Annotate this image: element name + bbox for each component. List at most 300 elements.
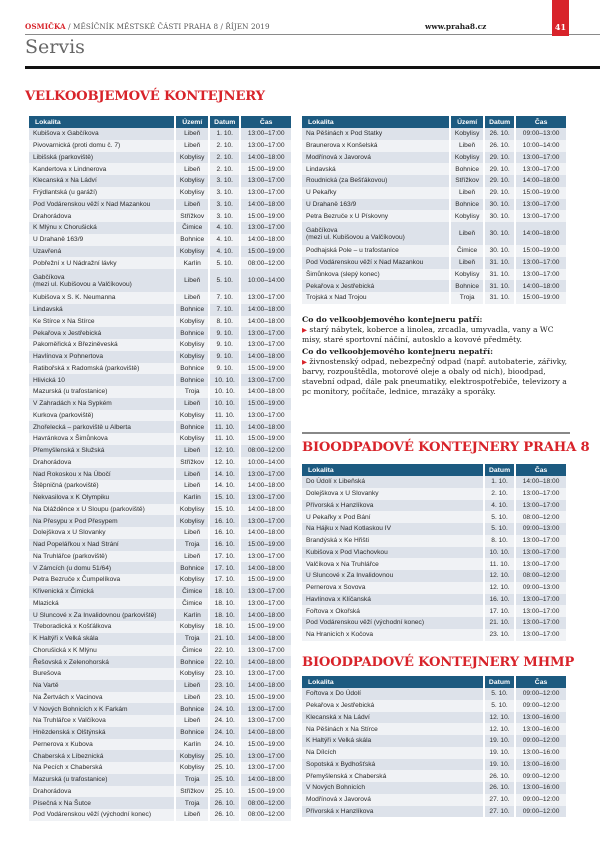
cell-lokalita: Fořtova x Do Údolí <box>302 688 485 700</box>
section-divider <box>25 66 600 69</box>
table-row <box>302 688 566 700</box>
cell-lokalita: Havlínova x Pohnertova <box>29 351 176 363</box>
cell-uzemi: Troja <box>176 539 210 551</box>
cell-uzemi: Bohnice <box>176 304 210 316</box>
cell-lokalita: Pod Vodárenskou věží (východní konec) <box>29 809 176 821</box>
cell-datum: 31. 10. <box>485 269 516 281</box>
cell-cas: 15:00–19:00 <box>241 433 291 445</box>
col-datum: Datum <box>485 464 516 476</box>
col-datum: Datum <box>485 676 516 688</box>
cell-uzemi: Libeň <box>451 187 485 199</box>
table-row <box>29 363 291 375</box>
cell-cas: 14:00–18:00 <box>241 304 291 316</box>
table-row <box>29 668 291 680</box>
cell-lokalita: K Mlýnu x Chorušická <box>29 222 176 234</box>
cell-datum: 18. 10. <box>210 609 241 621</box>
table-row <box>29 633 291 645</box>
cell-cas: 13:00–17:00 <box>516 163 566 175</box>
cell-lokalita: Brandýská x Ke Hřišti <box>302 535 485 547</box>
cell-uzemi: Kobylisy <box>176 574 210 586</box>
cell-cas: 13:00–17:00 <box>241 762 291 774</box>
cell-lokalita: Kubišova x Gabčíkova <box>29 128 176 140</box>
cell-lokalita: Písečná x Na Šutce <box>29 797 176 809</box>
cell-cas: 13:00–17:00 <box>241 339 291 351</box>
table-row <box>29 210 291 222</box>
cell-cas: 15:00–19:00 <box>241 210 291 222</box>
col-lokalita: Lokalita <box>302 676 485 688</box>
cell-lokalita: Frýdlantská (u garáží) <box>29 187 176 199</box>
table-row <box>29 222 291 234</box>
table-row <box>302 222 566 245</box>
cell-datum: 16. 10. <box>485 594 516 606</box>
cell-cas: 13:00–17:00 <box>241 292 291 304</box>
cell-datum: 30. 10. <box>485 222 516 245</box>
cell-uzemi: Libeň <box>176 680 210 692</box>
cell-datum: 10. 10. <box>210 374 241 386</box>
cell-datum: 7. 10. <box>210 304 241 316</box>
cell-uzemi: Libeň <box>176 163 210 175</box>
cell-uzemi: Bohnice <box>176 327 210 339</box>
table-row <box>29 398 291 410</box>
cell-datum: 17. 10. <box>485 605 516 617</box>
cell-lokalita: Hnězdenská x Olštýnská <box>29 727 176 739</box>
mhmp-heading: BIOODPADOVÉ KONTEJNERY MHMP <box>302 655 575 670</box>
cell-lokalita: V Nových Bohnicích x K Farkám <box>29 703 176 715</box>
cell-datum: 22. 10. <box>210 656 241 668</box>
table-row <box>302 629 566 641</box>
cell-uzemi: Bohnice <box>176 727 210 739</box>
cell-lokalita: Nekvasilova x K Olympiku <box>29 492 176 504</box>
cell-cas: 13:00–17:00 <box>241 703 291 715</box>
cell-datum: 12. 10. <box>485 712 516 724</box>
cell-lokalita: V Nových Bohnicích <box>302 782 485 794</box>
cell-lokalita: Šimůnkova (slepý konec) <box>302 269 451 281</box>
bio8-table <box>302 464 566 641</box>
cell-datum: 24. 10. <box>210 715 241 727</box>
cell-lokalita: Přívorská x Hanzlíkova <box>302 500 485 512</box>
cell-lokalita: Nad Rokoskou x Na Úbočí <box>29 468 176 480</box>
cell-uzemi: Libeň <box>451 140 485 152</box>
table-row <box>302 806 566 818</box>
table-row <box>302 500 566 512</box>
table-row <box>29 351 291 363</box>
cell-lokalita: Na Pecích x Chaberská <box>29 762 176 774</box>
col-lokalita: Lokalita <box>302 116 451 128</box>
cell-lokalita: Pivovarnická (proti domu č. 7) <box>29 140 176 152</box>
cell-lokalita: V Zahradách x Na Sypkém <box>29 398 176 410</box>
cell-datum: 26. 10. <box>485 128 516 140</box>
cell-cas: 09:00–13:00 <box>516 582 566 594</box>
cell-cas: 14:00–18:00 <box>241 527 291 539</box>
cell-lokalita: Pod Vodárenskou věží x Nad Mazankou <box>29 199 176 211</box>
table-row <box>29 140 291 152</box>
table-row <box>302 488 566 500</box>
cell-lokalita: Gabčíkova (mezi ul. Kubišovou a Valčíkovou) <box>302 222 451 245</box>
table-row <box>29 598 291 610</box>
cell-cas: 08:00–12:00 <box>241 445 291 457</box>
table-row <box>29 656 291 668</box>
cell-cas: 15:00–19:00 <box>516 245 566 257</box>
cell-datum: 2. 10. <box>210 163 241 175</box>
cell-uzemi: Čimice <box>176 645 210 657</box>
cell-cas: 13:00–17:00 <box>516 547 566 559</box>
cell-uzemi: Střížkov <box>451 175 485 187</box>
cell-uzemi: Čimice <box>176 586 210 598</box>
cell-lokalita: Přemyšlenská x Služská <box>29 445 176 457</box>
table-row <box>29 809 291 821</box>
table-header-row <box>302 676 566 688</box>
cell-uzemi: Kobylisy <box>451 269 485 281</box>
cell-cas: 14:00–18:00 <box>241 480 291 492</box>
cell-uzemi: Bohnice <box>451 199 485 211</box>
cell-cas: 14:00–18:00 <box>516 175 566 187</box>
bio8-heading: BIOODPADOVÉ KONTEJNERY PRAHA 8 <box>302 440 590 455</box>
cell-cas: 13:00–17:00 <box>241 468 291 480</box>
table-row <box>302 547 566 559</box>
table-row <box>302 535 566 547</box>
cell-uzemi: Kobylisy <box>176 433 210 445</box>
cell-cas: 14:00–18:00 <box>516 222 566 245</box>
table-row <box>29 246 291 258</box>
cell-datum: 26. 10. <box>485 782 516 794</box>
table-row <box>29 386 291 398</box>
table-row <box>29 797 291 809</box>
cell-lokalita: Na Žertvách x Vacinova <box>29 692 176 704</box>
cell-lokalita: Modřínová x Javorová <box>302 794 485 806</box>
cell-cas: 15:00–19:00 <box>241 163 291 175</box>
cell-uzemi: Střížkov <box>176 786 210 798</box>
cell-datum: 2. 10. <box>485 488 516 500</box>
section-title: Servis <box>25 36 85 58</box>
cell-datum: 30. 10. <box>485 199 516 211</box>
cell-lokalita: Zhořelecká – parkoviště u Alberta <box>29 421 176 433</box>
table-row <box>29 421 291 433</box>
cell-uzemi: Troja <box>176 797 210 809</box>
table-row <box>29 433 291 445</box>
cell-uzemi: Karlín <box>176 492 210 504</box>
cell-lokalita: Pekařova x Jestřebická <box>302 280 451 292</box>
table-row <box>29 327 291 339</box>
table-row <box>302 770 566 782</box>
cell-cas: 13:00–17:00 <box>516 269 566 281</box>
cell-uzemi: Libeň <box>176 480 210 492</box>
cell-datum: 26. 10. <box>485 140 516 152</box>
cell-datum: 21. 10. <box>485 617 516 629</box>
cell-cas: 14:00–18:00 <box>241 351 291 363</box>
table-row <box>302 187 566 199</box>
cell-lokalita: Mazurská (u trafostanice) <box>29 386 176 398</box>
cell-uzemi: Karlín <box>176 739 210 751</box>
bullet-triangle-icon: ▶ <box>302 358 307 366</box>
info-box <box>302 315 570 399</box>
cell-datum: 1. 10. <box>210 128 241 140</box>
cell-uzemi: Čimice <box>451 245 485 257</box>
cell-lokalita: Kubišova x Pod Vlachovkou <box>302 547 485 559</box>
cell-lokalita: Na Truhlářce (parkoviště) <box>29 551 176 563</box>
cell-lokalita: Petra Bezruče x U Pískovny <box>302 210 451 222</box>
table-row <box>302 511 566 523</box>
cell-lokalita: Havránkova x Šimůnkova <box>29 433 176 445</box>
table-row <box>29 703 291 715</box>
bullet-triangle-icon: ▶ <box>302 326 307 334</box>
cell-cas: 15:00–19:00 <box>241 574 291 586</box>
cell-cas: 09:00–12:00 <box>516 688 566 700</box>
table-row <box>302 257 566 269</box>
cell-cas: 13:00–16:00 <box>516 747 566 759</box>
cell-cas: 09:00–12:00 <box>516 700 566 712</box>
cell-lokalita: Braunerova x Konšelská <box>302 140 451 152</box>
cell-datum: 29. 10. <box>485 187 516 199</box>
table-row <box>29 715 291 727</box>
cell-datum: 2. 10. <box>210 140 241 152</box>
cell-uzemi: Střížkov <box>176 457 210 469</box>
cell-cas: 13:00–17:00 <box>241 551 291 563</box>
table-row <box>302 140 566 152</box>
cell-lokalita: Kandertova x Lindnerova <box>29 163 176 175</box>
cell-lokalita: Lindavská <box>29 304 176 316</box>
cell-uzemi: Bohnice <box>176 363 210 375</box>
cell-lokalita: Na Hájku x Nad Kotlaskou IV <box>302 523 485 535</box>
not-belongs-body: živnostenský odpad, nebezpečný odpad (např. autobaterie, zářivky, barvy, rozpouštědla, motorové oleje a obaly od nich), bioodpad, stavební odpad, dále pak pneumatiky, elektrospotřebiče, televizory a pc monitory, počítače, lednice, mrazáky a sporáky. <box>302 357 568 396</box>
cell-datum: 30. 10. <box>485 210 516 222</box>
cell-cas: 13:00–17:00 <box>241 715 291 727</box>
cell-lokalita: U Sluncové x Za Invalidovnou <box>302 570 485 582</box>
cell-lokalita: Pekařova x Jestřebická <box>302 700 485 712</box>
table-row <box>302 163 566 175</box>
cell-datum: 14. 10. <box>210 468 241 480</box>
cell-uzemi: Bohnice <box>451 163 485 175</box>
table-row <box>302 175 566 187</box>
not-belongs-text <box>302 357 570 397</box>
cell-uzemi: Libeň <box>451 257 485 269</box>
cell-cas: 13:00–17:00 <box>241 222 291 234</box>
cell-uzemi: Karlín <box>176 609 210 621</box>
cell-datum: 7. 10. <box>210 292 241 304</box>
cell-datum: 18. 10. <box>210 621 241 633</box>
table-row <box>302 747 566 759</box>
cell-uzemi: Kobylisy <box>176 750 210 762</box>
cell-uzemi: Libeň <box>176 269 210 292</box>
cell-cas: 15:00–19:00 <box>241 398 291 410</box>
cell-cas: 13:00–17:00 <box>516 152 566 164</box>
cell-datum: 31. 10. <box>485 292 516 304</box>
cell-datum: 18. 10. <box>210 586 241 598</box>
cell-cas: 13:00–17:00 <box>241 327 291 339</box>
cell-datum: 25. 10. <box>210 774 241 786</box>
cell-lokalita: Kubišova x S. K. Neumanna <box>29 292 176 304</box>
cell-cas: 13:00–17:00 <box>241 187 291 199</box>
cell-datum: 5. 10. <box>485 688 516 700</box>
cell-lokalita: Chaberská x Líbeznická <box>29 750 176 762</box>
cell-datum: 9. 10. <box>210 339 241 351</box>
cell-lokalita: K Haltýři x Velká skála <box>29 633 176 645</box>
cell-datum: 5. 10. <box>210 269 241 292</box>
table-row <box>29 609 291 621</box>
table-row <box>29 504 291 516</box>
cell-datum: 19. 10. <box>485 747 516 759</box>
cell-cas: 13:00–16:00 <box>516 759 566 771</box>
cell-datum: 4. 10. <box>210 234 241 246</box>
cell-datum: 25. 10. <box>210 750 241 762</box>
cell-lokalita: Pod Vodárenskou věží x Nad Mazankou <box>302 257 451 269</box>
cell-cas: 14:00–18:00 <box>516 280 566 292</box>
cell-uzemi: Libeň <box>176 551 210 563</box>
cell-datum: 3. 10. <box>210 175 241 187</box>
cell-lokalita: V Zámcích (u domu 51/64) <box>29 562 176 574</box>
col-datum: Datum <box>485 116 516 128</box>
table-row <box>29 492 291 504</box>
table-row <box>302 723 566 735</box>
cell-datum: 29. 10. <box>485 175 516 187</box>
cell-cas: 15:00–19:00 <box>516 187 566 199</box>
cell-lokalita: Uzavřená <box>29 246 176 258</box>
cell-lokalita: Na Dílcích <box>302 747 485 759</box>
cell-cas: 13:00–17:00 <box>241 128 291 140</box>
cell-datum: 14. 10. <box>210 480 241 492</box>
table-row <box>29 339 291 351</box>
table-header-row <box>302 464 566 476</box>
cell-cas: 15:00–19:00 <box>516 292 566 304</box>
cell-uzemi: Libeň <box>176 292 210 304</box>
cell-lokalita: Pekařova x Jestřebická <box>29 327 176 339</box>
cell-uzemi: Libeň <box>451 222 485 245</box>
cell-datum: 31. 10. <box>485 257 516 269</box>
cell-cas: 08:00–12:00 <box>516 511 566 523</box>
brand-name: OSMIČKA <box>25 22 66 31</box>
table-row <box>29 152 291 164</box>
cell-cas: 14:00–18:00 <box>241 199 291 211</box>
cell-cas: 13:00–16:00 <box>516 782 566 794</box>
table-row <box>29 551 291 563</box>
cell-uzemi: Libeň <box>176 468 210 480</box>
cell-cas: 09:00–12:00 <box>516 806 566 818</box>
table-row <box>29 257 291 269</box>
cell-cas: 13:00–17:00 <box>241 645 291 657</box>
cell-datum: 19. 10. <box>485 735 516 747</box>
cell-datum: 16. 10. <box>210 527 241 539</box>
table-row <box>29 374 291 386</box>
page-number: 41 <box>552 0 569 36</box>
cell-cas: 08:00–12:00 <box>241 809 291 821</box>
cell-cas: 13:00–16:00 <box>516 723 566 735</box>
cell-cas: 13:00–17:00 <box>516 210 566 222</box>
cell-uzemi: Libeň <box>176 715 210 727</box>
cell-lokalita: Křivenická x Čimická <box>29 586 176 598</box>
cell-uzemi: Střížkov <box>176 210 210 222</box>
cell-uzemi: Bohnice <box>176 703 210 715</box>
cell-datum: 26. 10. <box>210 797 241 809</box>
table-row <box>302 700 566 712</box>
cell-cas: 13:00–17:00 <box>241 668 291 680</box>
cell-cas: 13:00–17:00 <box>516 500 566 512</box>
cell-datum: 9. 10. <box>210 351 241 363</box>
cell-datum: 15. 10. <box>210 492 241 504</box>
cell-datum: 24. 10. <box>210 739 241 751</box>
col-uzemi: Území <box>176 116 210 128</box>
cell-datum: 16. 10. <box>210 515 241 527</box>
cell-lokalita: Přemyšlenská x Chaberská <box>302 770 485 782</box>
cell-lokalita: Pernerova x Sovova <box>302 582 485 594</box>
table-row <box>29 774 291 786</box>
cell-lokalita: Fořtova x Okořská <box>302 605 485 617</box>
table-row <box>302 152 566 164</box>
table-row <box>29 527 291 539</box>
cell-lokalita: Třeboradická x Košťálkova <box>29 621 176 633</box>
cell-uzemi: Kobylisy <box>176 246 210 258</box>
cell-datum: 31. 10. <box>485 280 516 292</box>
cell-uzemi: Libeň <box>176 398 210 410</box>
col-cas: Čas <box>516 116 566 128</box>
cell-cas: 13:00–17:00 <box>241 175 291 187</box>
table-row <box>302 582 566 594</box>
cell-datum: 26. 10. <box>485 770 516 782</box>
cell-lokalita: Pod Vodárenskou věží (východní konec) <box>302 617 485 629</box>
cell-datum: 12. 10. <box>485 723 516 735</box>
cell-uzemi: Kobylisy <box>176 515 210 527</box>
cell-uzemi: Libeň <box>176 445 210 457</box>
cell-cas: 14:00–18:00 <box>516 476 566 488</box>
table-row <box>29 786 291 798</box>
cell-datum: 10. 10. <box>210 398 241 410</box>
cell-cas: 15:00–19:00 <box>241 692 291 704</box>
table-row <box>29 692 291 704</box>
velko-heading: VELKOOBJEMOVÉ KONTEJNERY <box>25 89 265 104</box>
cell-cas: 14:00–18:00 <box>241 316 291 328</box>
cell-datum: 4. 10. <box>210 222 241 234</box>
cell-datum: 11. 10. <box>210 433 241 445</box>
cell-cas: 13:00–17:00 <box>241 410 291 422</box>
masthead-text: / MĚSÍČNÍK MĚSTSKÉ ČÁSTI PRAHA 8 / ŘÍJEN 2019 <box>65 22 270 31</box>
site-url[interactable]: www.praha8.cz <box>425 22 487 31</box>
cell-uzemi: Čimice <box>176 222 210 234</box>
cell-datum: 25. 10. <box>210 762 241 774</box>
table-row <box>302 292 566 304</box>
col-uzemi: Území <box>451 116 485 128</box>
cell-cas: 15:00–19:00 <box>241 363 291 375</box>
cell-uzemi: Troja <box>176 774 210 786</box>
table-header-row <box>29 116 291 128</box>
cell-cas: 15:00–19:00 <box>241 539 291 551</box>
velko-table-right <box>302 116 566 304</box>
cell-uzemi: Troja <box>176 633 210 645</box>
cell-cas: 14:00–18:00 <box>241 774 291 786</box>
cell-cas: 15:00–19:00 <box>241 739 291 751</box>
cell-uzemi: Bohnice <box>176 562 210 574</box>
cell-lokalita: Dolejškova x U Slovanky <box>302 488 485 500</box>
table-row <box>302 759 566 771</box>
cell-cas: 14:00–18:00 <box>241 633 291 645</box>
cell-cas: 13:00–17:00 <box>516 535 566 547</box>
cell-lokalita: Mlazická <box>29 598 176 610</box>
cell-cas: 13:00–17:00 <box>241 374 291 386</box>
cell-datum: 26. 10. <box>210 809 241 821</box>
cell-datum: 8. 10. <box>210 316 241 328</box>
table-row <box>29 175 291 187</box>
cell-datum: 22. 10. <box>210 645 241 657</box>
cell-lokalita: Pernerova x Kubova <box>29 739 176 751</box>
table-row <box>302 605 566 617</box>
cell-cas: 13:00–17:00 <box>516 594 566 606</box>
cell-uzemi: Kobylisy <box>451 152 485 164</box>
cell-cas: 13:00–17:00 <box>241 492 291 504</box>
cell-datum: 27. 10. <box>485 794 516 806</box>
cell-uzemi: Kobylisy <box>176 351 210 363</box>
cell-lokalita: Na Přesypu x Pod Přesypem <box>29 515 176 527</box>
table-row <box>29 586 291 598</box>
cell-lokalita: Přívorská x Hanzlíkova <box>302 806 485 818</box>
table-row <box>29 680 291 692</box>
cell-lokalita: Hlivická 10 <box>29 374 176 386</box>
